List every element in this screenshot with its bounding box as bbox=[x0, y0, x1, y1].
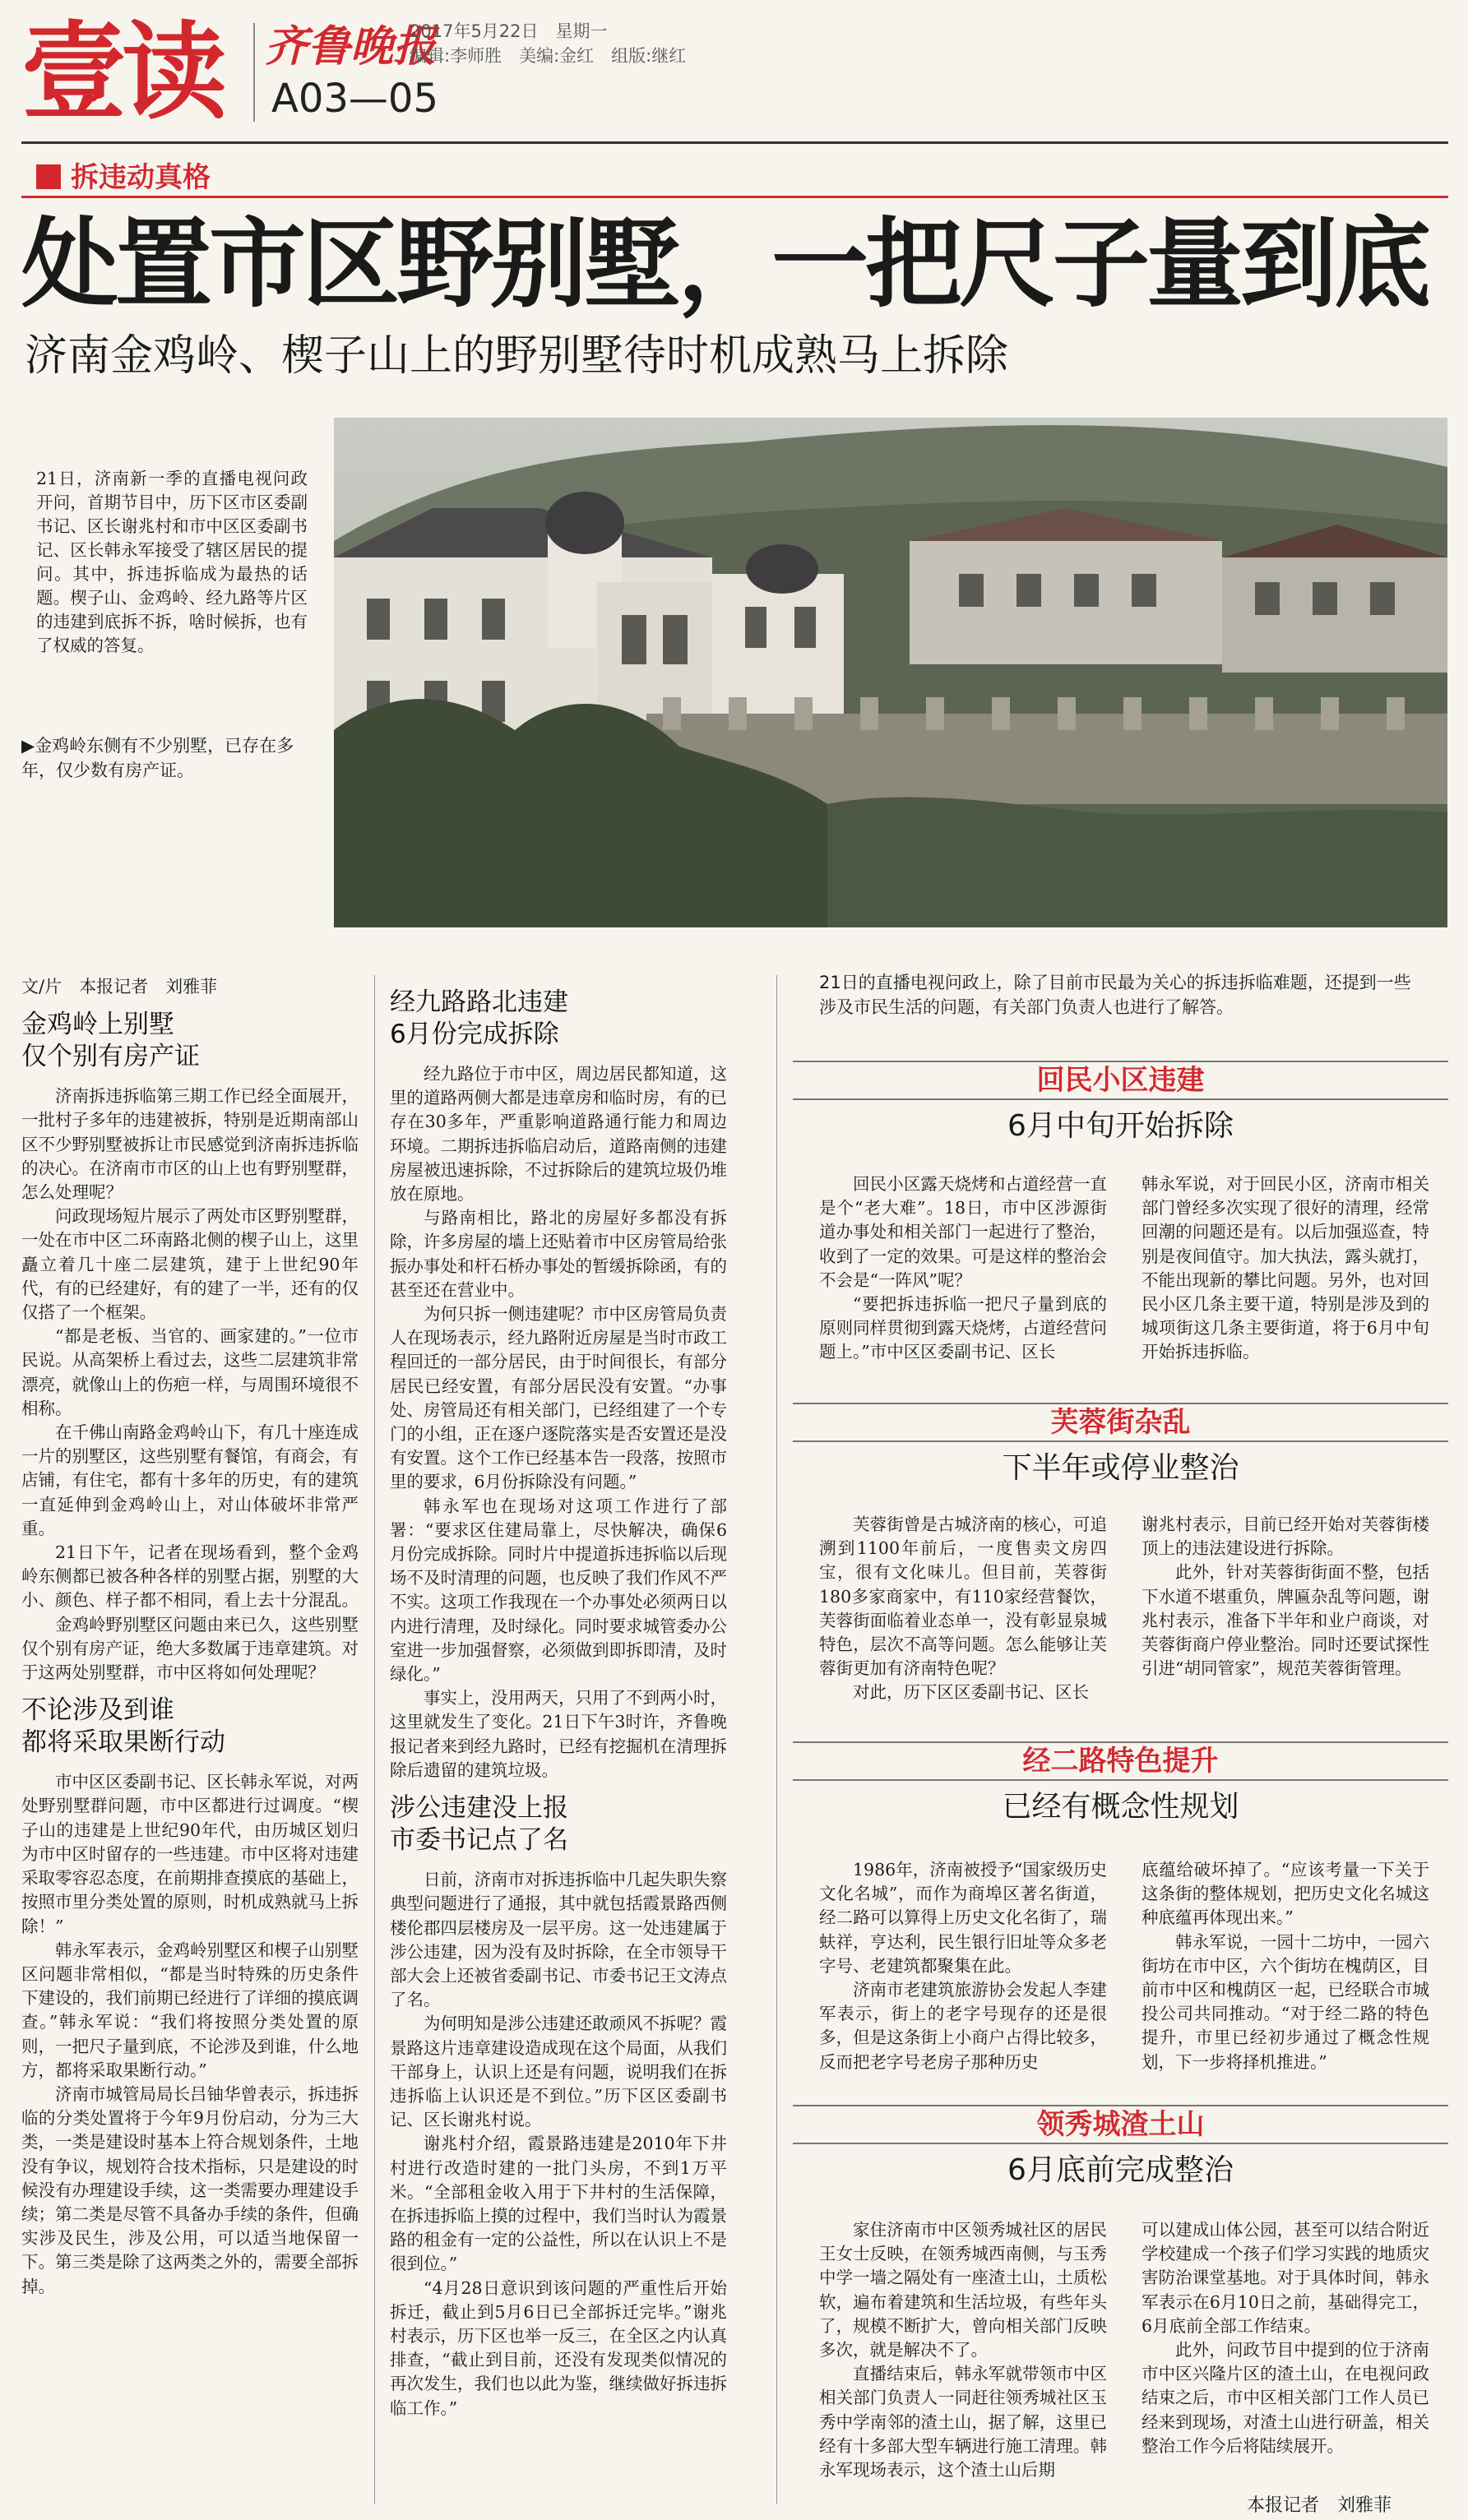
subheading bbox=[390, 1792, 727, 1856]
paragraph: 为何明知是涉公违建还敢顽风不拆呢？霞景路这片违章建设造成现在这个局面，从我们干部身上，认识上还是有问题，说明我们在拆违拆临上认识还是不到位。”历下区区委副书记、区长谢兆村说。 bbox=[390, 2014, 727, 2130]
news-photo bbox=[334, 418, 1447, 927]
paragraph: 韩永军说，对于回民小区，济南市相关部门曾经多次实现了很好的清理，经常回潮的问题还是有。以后加强巡查，特别是夜间值守。加大执法，露头就打，不能出现新的攀比问题。另外，也对回民小区几条主要干道，特别是涉及到的城项街这几条主要街道，将于6月中旬开始拆违拆临。 bbox=[1142, 1174, 1429, 1362]
villa-photo-illustration bbox=[334, 418, 1447, 927]
subheading-line: 仅个别有房产证 bbox=[21, 1042, 200, 1072]
headline: 处置市区野别墅，一把尺子量到底 bbox=[21, 207, 1429, 321]
paper-name: 齐鲁晚报 bbox=[265, 21, 437, 72]
subheading-line: 经九路路北违建 bbox=[390, 987, 568, 1017]
dateline: 2017年5月22日 星期一 bbox=[410, 21, 608, 41]
paragraph: “要把拆违拆临一把尺子量到底的原则同样贯彻到露天烧烤，占道经营问题上。”市中区区委副书记、区长 bbox=[819, 1294, 1107, 1362]
subheading-line: 都将采取果断行动 bbox=[21, 1727, 225, 1758]
section-title: 芙蓉街杂乱 bbox=[793, 1403, 1448, 1442]
article-column-2 bbox=[390, 987, 727, 2421]
section-title: 回民小区违建 bbox=[793, 1061, 1448, 1100]
paragraph: “都是老板、当官的、画家建的。”一位市民说。从高架桥上看过去，这些二层建筑非常漂亮，就像山上的伤疤一样，与周围环境很不相称。 bbox=[21, 1326, 359, 1418]
article-column-1 bbox=[21, 975, 359, 2299]
section-left-column bbox=[819, 1172, 1107, 1365]
paragraph: 问政现场短片展示了两处市区野别墅群，一处在市中区二环南路北侧的楔子山上，这里矗立着几十座二层建筑，建于上世纪90年代，有的已经建好，有的建了一半，还有的仅仅搭了一个框架。 bbox=[21, 1206, 359, 1323]
section-left-column bbox=[819, 2218, 1107, 2482]
masthead-rule bbox=[21, 141, 1448, 144]
section-heading bbox=[793, 1741, 1448, 1829]
subheading-line: 涉公违建没上报 bbox=[390, 1793, 568, 1824]
paragraph: 韩永军也在现场对这项工作进行了部署：“要求区住建局靠上，尽快解决，确保6月份完成拆除。同时片中提道拆违拆临以后现场不及时清理的问题，也反映了我们作风不严不实。这项工作我现在一个办事处必须两日以内进行清理，及时绿化。同时要求城管委办公室进一步加强督察，必须做到即拆即清，及时绿化。” bbox=[390, 1496, 727, 1685]
section-subtitle: 6月中旬开始拆除 bbox=[1007, 1109, 1234, 1143]
paragraph: 济南市老建筑旅游协会发起人李建军表示，街上的老字号现存的还是很多，但是这条街上小商户占得比较多，反而把老字号老房子那种历史 bbox=[819, 1980, 1107, 2072]
closing-byline: 本报记者 刘雅菲 bbox=[1247, 2495, 1392, 2516]
paragraph: 日前，济南市对拆违拆临中几起失职失察典型问题进行了通报，其中就包括霞景路西侧楼伦郡四层楼房及一层平房。这一处违建属于涉公违建，因为没有及时拆除，在全市领导干部大会上还被省委副书记、市委书记王文涛点了名。 bbox=[390, 1870, 727, 2010]
section-right-column bbox=[1142, 1172, 1429, 1365]
side-lede: 21日的直播电视问政上，除了目前市民最为关心的拆违拆临难题，还提到一些涉及市民生活的问题，有关部门负责人也进行了解答。 bbox=[819, 973, 1411, 1017]
intro-paragraph bbox=[36, 467, 308, 658]
paragraph: 谢兆村介绍，霞景路违建是2010年下井村进行改造时建的一批门头房，不到1万平米。“全部租金收入用于下井村的生活保障，在拆违拆临上摸的过程中，我们当时认为霞景路的租金有一定的公益性，所以在认识上不是很到位。” bbox=[390, 2134, 727, 2274]
paragraph: 为何只拆一侧违建呢？市中区房管局负责人在现场表示，经九路附近房屋是当时市政工程回迁的一部分居民，由于时间很长，有部分居民已经安置，有部分居民没有安置。“办事处、房管局还有相关部门，已经组建了一个专门的小组，正在逐户逐院落实是否安置还是没有安置。这个工作已经基本告一段落，按照市里的要求，6月份拆除没有问题。” bbox=[390, 1304, 727, 1492]
intro-text: 21日，济南新一季的直播电视问政开问，首期节目中，历下区市区委副书记、区长谢兆村和市中区区委副书记、区长韩永军接受了辖区居民的提问。其中，拆违拆临成为最热的话题。楔子山、金鸡岭、经九路等片区的违建到底拆不拆，啥时候拆，也有了权威的答复。 bbox=[36, 469, 308, 655]
square-bullet-icon bbox=[36, 164, 61, 189]
section-left-column bbox=[819, 1858, 1107, 2074]
subheadline: 济南金鸡岭、楔子山上的野别墅待时机成熟马上拆除 bbox=[25, 331, 1009, 381]
paragraph: “4月28日意识到该问题的严重性后开始拆迁，截止到5月6日已全部拆迁完毕。”谢兆村表示，历下区也举一反三，在全区之内认真排查，“截止到目前，还没有发现类似情况的再次发生，我们也以此为鉴，继续做好拆违拆临工作。” bbox=[390, 2277, 727, 2418]
paragraph: 济南拆违拆临第三期工作已经全面展开，一批村子多年的违建被拆，特别是近期南部山区不少野别墅被拆让市民感觉到济南拆违拆临的决心。在济南市市区的山上也有野别墅群，怎么处理呢？ bbox=[21, 1086, 359, 1203]
section-tag bbox=[36, 155, 211, 195]
section-heading bbox=[793, 1403, 1448, 1490]
section-title: 领秀城渣土山 bbox=[793, 2105, 1448, 2144]
paragraph: 金鸡岭野别墅区问题由来已久，这些别墅仅个别有房产证，绝大多数属于违章建筑。对于这两处别墅群，市中区将如何处理呢？ bbox=[21, 1614, 359, 1683]
section-logo: 壹读 bbox=[21, 12, 223, 134]
section-right-column bbox=[1142, 1858, 1429, 2074]
section-heading bbox=[793, 1061, 1448, 1148]
byline: 文/片 本报记者 刘雅菲 bbox=[21, 977, 218, 996]
paragraph: 在千佛山南路金鸡岭山下，有几十座连成一片的别墅区，这些别墅有餐馆，有商会，有店铺，有住宅，都有十多年的历史，有的建筑一直延伸到金鸡岭山上，对山体破坏非常严重。 bbox=[21, 1422, 359, 1538]
section-subtitle: 6月底前完成整治 bbox=[1007, 2153, 1234, 2187]
paragraph: 1986年，济南被授予“国家级历史文化名城”，而作为商埠区著名街道，经二路可以算得上历史文化名街了，瑞蚨祥，亨达利，民生银行旧址等众多老字号、老建筑都聚集在此。 bbox=[819, 1860, 1107, 1976]
paragraph: 韩永军表示，金鸡岭别墅区和楔子山别墅区问题非常相似，“都是当时特殊的历史条件下建设的，我们前期已经进行了详细的摸底调查。”韩永军说：“我们将按照分类处置的原则，一把尺子量到底，不论涉及到谁，什么地方，都将采取果断行动。” bbox=[21, 1940, 359, 2080]
paragraph: 可以建成山体公园，甚至可以结合附近学校建成一个孩子们学习实践的地质灾害防治课堂基地。对于具体时间，韩永军表示在6月10日之前，基础得完工，6月底前全部工作结束。 bbox=[1142, 2220, 1429, 2336]
section-rule bbox=[21, 196, 1448, 198]
paragraph: 此外，针对芙蓉街街面不整，包括下水道不堪重负，牌匾杂乱等问题，谢兆村表示，准备下半年和业户商谈，对芙蓉街商户停业整治。同时还要试探性引进“胡同管家”，规范芙蓉街管理。 bbox=[1142, 1562, 1429, 1679]
paragraph: 此外，问政节目中提到的位于济南市中区兴隆片区的渣土山，在电视问政结束之后，市中区相关部门工作人员已经来到现场，对渣土山进行研盖，相关整治工作今后将陆续展开。 bbox=[1142, 2340, 1429, 2456]
subheading-line: 不论涉及到谁 bbox=[21, 1695, 174, 1726]
section-heading bbox=[793, 2105, 1448, 2192]
editor-credits: 编辑:李师胜 美编:金红 组版:继红 bbox=[410, 46, 687, 66]
paragraph: 市中区区委副书记、区长韩永军说，对两处野别墅群问题，市中区都进行过调度。“楔子山的违建是上世纪90年代，由历城区划归为市中区时留存的一些违建。市中区将对违建采取零容忍态度，在前期排查摸底的基础上，按照市里分类处置的原则，时机成熟就马上拆除！” bbox=[21, 1772, 359, 1936]
section-subtitle: 下半年或停业整治 bbox=[1002, 1451, 1239, 1485]
subheading bbox=[21, 1009, 359, 1073]
paragraph: 底蕴给破坏掉了。“应该考量一下关于这条街的整体规划，把历史文化名城这种底蕴再体现出来。” bbox=[1142, 1860, 1429, 1928]
page-number: A03—05 bbox=[271, 76, 438, 122]
section-right-column bbox=[1142, 2218, 1429, 2458]
paragraph: 回民小区露天烧烤和占道经营一直是个“老大难”。18日，市中区涉源街道办事处和相关部门一起进行了整治，收到了一定的效果。可是这样的整治会不会是“一阵风”呢？ bbox=[819, 1174, 1107, 1290]
paragraph: 济南市城管局局长吕铀华曾表示，拆违拆临的分类处置将于今年9月份启动，分为三大类，一类是建设时基本上符合规划条件，土地没有争议，规划符合技术指标，只是建设的时候没有办理建设手续，这一类需要办理建设手续；第二类是尽管不具备办手续的条件，但确实涉及民生，涉及公用，可以适当地保留一下。第三类是除了这两类之外的，需要全部拆掉。 bbox=[21, 2083, 359, 2296]
photo-caption: ▶金鸡岭东侧有不少别墅，已存在多年，仅少数有房产证。 bbox=[21, 736, 294, 780]
paragraph: 与路南相比，路北的房屋好多都没有拆除，许多房屋的墙上还贴着市中区房管局给张振办事处和杆石桥办事处的暂缓拆除函，有的甚至还在营业中。 bbox=[390, 1208, 727, 1300]
paragraph: 谢兆村表示，目前已经开始对芙蓉街楼顶上的违法建设进行拆除。 bbox=[1142, 1514, 1429, 1559]
column-rule bbox=[776, 975, 777, 2504]
section-right-column bbox=[1142, 1513, 1429, 1681]
paragraph: 家住济南市中区领秀城社区的居民王女士反映，在领秀城西南侧，与玉秀中学一墙之隔处有一座渣土山，土质松软，遍布着建筑和生活垃圾，有些年头了，规模不断扩大，曾向相关部门反映多次，就是解决不了。 bbox=[819, 2220, 1107, 2360]
paragraph: 事实上，没用两天，只用了不到两小时，这里就发生了变化。21日下午3时许，齐鲁晚报记者来到经九路时，已经有挖掘机在清理拆除后遗留的建筑垃圾。 bbox=[390, 1688, 727, 1780]
section-tag-label: 拆违动真格 bbox=[71, 161, 211, 194]
paragraph: 经九路位于市中区，周边居民都知道，这里的道路两侧大都是违章房和临时房，有的已存在30多年，严重影响道路通行能力和周边环境。二期拆违拆临启动后，道路南侧的违建房屋被迅速拆除，不过拆除后的建筑垃圾仍堆放在原地。 bbox=[390, 1064, 727, 1205]
subheading bbox=[21, 1695, 359, 1759]
subheading-line: 市委书记点了名 bbox=[390, 1825, 568, 1856]
paragraph: 芙蓉街曾是古城济南的核心，可追溯到1100年前后，一度售卖文房四宝，很有文化味儿。但目前，芙蓉街180多家商家中，有110家经营餐饮，芙蓉街面临着业态单一，没有彰显泉城特色，层次不高等问题。怎么能够让芙蓉街更加有济南特色呢？ bbox=[819, 1514, 1107, 1679]
subheading-line: 6月份完成拆除 bbox=[390, 1020, 559, 1049]
column-rule bbox=[374, 975, 375, 2504]
section-title: 经二路特色提升 bbox=[793, 1741, 1448, 1781]
paragraph: 直播结束后，韩永军就带领市中区相关部门负责人一同赶往领秀城社区玉秀中学南邻的渣土山，据了解，这里已经有十多部大型车辆进行施工清理。韩永军现场表示，这个渣土山后期 bbox=[819, 2364, 1107, 2481]
subheading-line: 金鸡岭上别墅 bbox=[21, 1010, 174, 1040]
paragraph: 21日下午，记者在现场看到，整个金鸡岭东侧都已被各种各样的别墅占据，别墅的大小、颜色、样子都不相同，看上去十分混乱。 bbox=[21, 1542, 359, 1611]
paragraph: 韩永军说，一园十二坊中，一园六街坊在市中区，六个街坊在槐荫区，目前市中区和槐荫区一起，已经联合市城投公司共同推动。“对于经二路的特色提升，市里已经初步通过了概念性规划，下一步将择机推进。” bbox=[1142, 1931, 1429, 2072]
section-left-column bbox=[819, 1513, 1107, 1705]
section-subtitle: 已经有概念性规划 bbox=[1002, 1790, 1239, 1824]
paragraph: 对此，历下区区委副书记、区长 bbox=[853, 1682, 1089, 1703]
masthead-divider bbox=[253, 23, 255, 122]
subheading bbox=[390, 987, 727, 1051]
